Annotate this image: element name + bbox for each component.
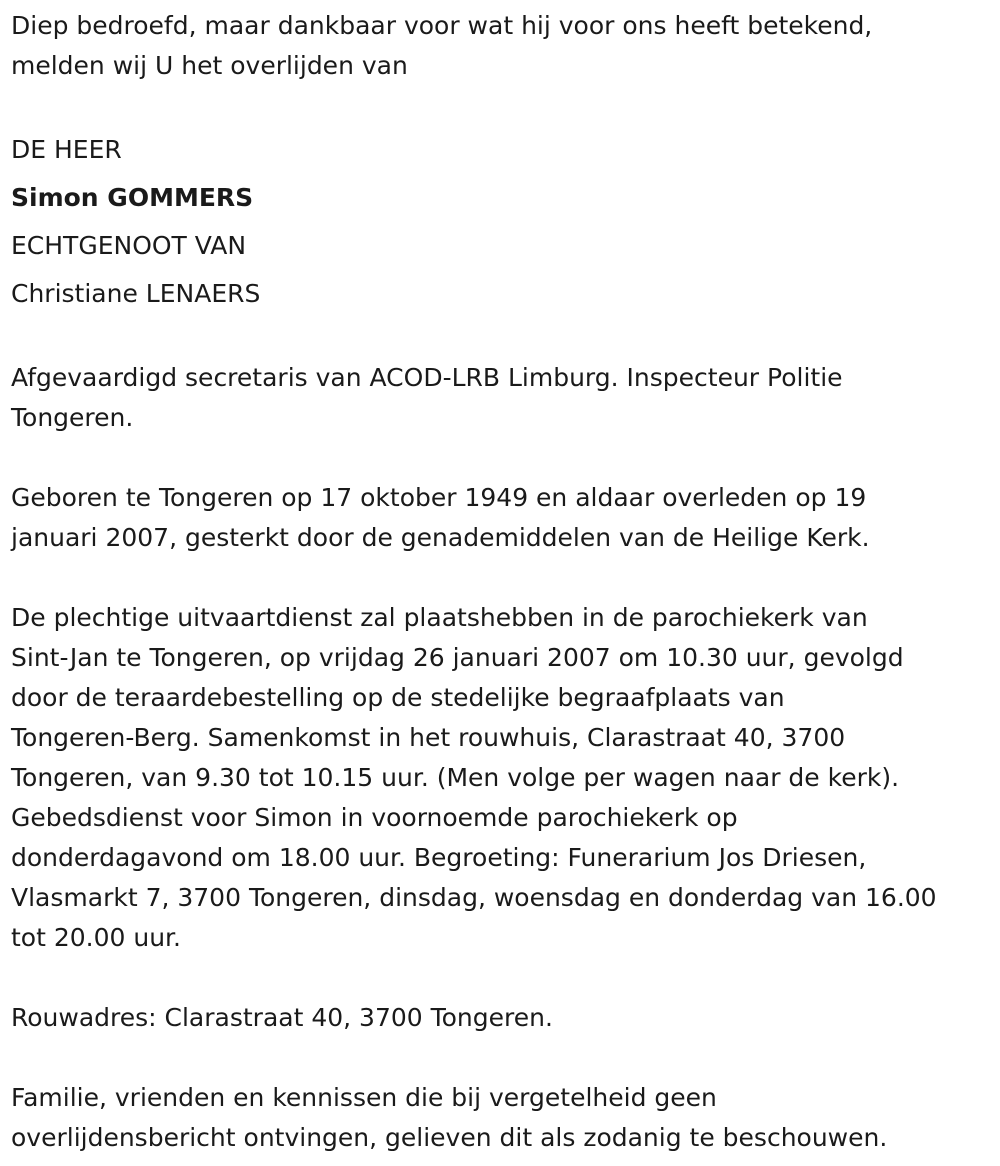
birth-death-paragraph: [11, 478, 991, 558]
deceased-block: [11, 126, 991, 318]
funeral-line: De plechtige uitvaartdienst zal plaatshebben in de parochiekerk van: [11, 603, 868, 632]
birth-death-line: januari 2007, gesterkt door de genademiddelen van de Heilige Kerk.: [11, 523, 870, 552]
funeral-paragraph: [11, 598, 991, 958]
funeral-line: Sint-Jan te Tongeren, op vrijdag 26 januari 2007 om 10.30 uur, gevolgd: [11, 643, 904, 672]
occupation-line: Tongeren.: [11, 403, 134, 432]
spouse-name: Christiane LENAERS: [11, 279, 261, 308]
funeral-line: door de teraardebestelling op de stedelijke begraafplaats van: [11, 683, 785, 712]
occupation-line: Afgevaardigd secretaris van ACOD-LRB Limburg. Inspecteur Politie: [11, 363, 843, 392]
funeral-line: tot 20.00 uur.: [11, 923, 181, 952]
funeral-line: Vlasmarkt 7, 3700 Tongeren, dinsdag, woensdag en donderdag van 16.00: [11, 883, 937, 912]
funeral-line: Tongeren-Berg. Samenkomst in het rouwhuis, Clarastraat 40, 3700: [11, 723, 846, 752]
funeral-line: Gebedsdienst voor Simon in voornoemde parochiekerk op: [11, 803, 738, 832]
obituary-document: [11, 6, 991, 1158]
birth-death-line: Geboren te Tongeren op 17 oktober 1949 en aldaar overleden op 19: [11, 483, 867, 512]
address-paragraph: [11, 998, 991, 1038]
closing-paragraph: [11, 1078, 991, 1158]
funeral-line: donderdagavond om 18.00 uur. Begroeting: Funerarium Jos Driesen,: [11, 843, 867, 872]
deceased-title: DE HEER: [11, 135, 122, 164]
funeral-line: Tongeren, van 9.30 tot 10.15 uur. (Men volge per wagen naar de kerk).: [11, 763, 900, 792]
occupation-paragraph: [11, 358, 991, 438]
intro-line: melden wij U het overlijden van: [11, 51, 408, 80]
address-line: Rouwadres: Clarastraat 40, 3700 Tongeren.: [11, 1003, 553, 1032]
deceased-relation: ECHTGENOOT VAN: [11, 231, 247, 260]
intro-line: Diep bedroefd, maar dankbaar voor wat hij voor ons heeft betekend,: [11, 11, 873, 40]
closing-line: Familie, vrienden en kennissen die bij vergetelheid geen: [11, 1083, 717, 1112]
deceased-name: Simon GOMMERS: [11, 183, 254, 212]
intro-paragraph: [11, 6, 991, 86]
closing-line: overlijdensbericht ontvingen, gelieven dit als zodanig te beschouwen.: [11, 1123, 888, 1152]
